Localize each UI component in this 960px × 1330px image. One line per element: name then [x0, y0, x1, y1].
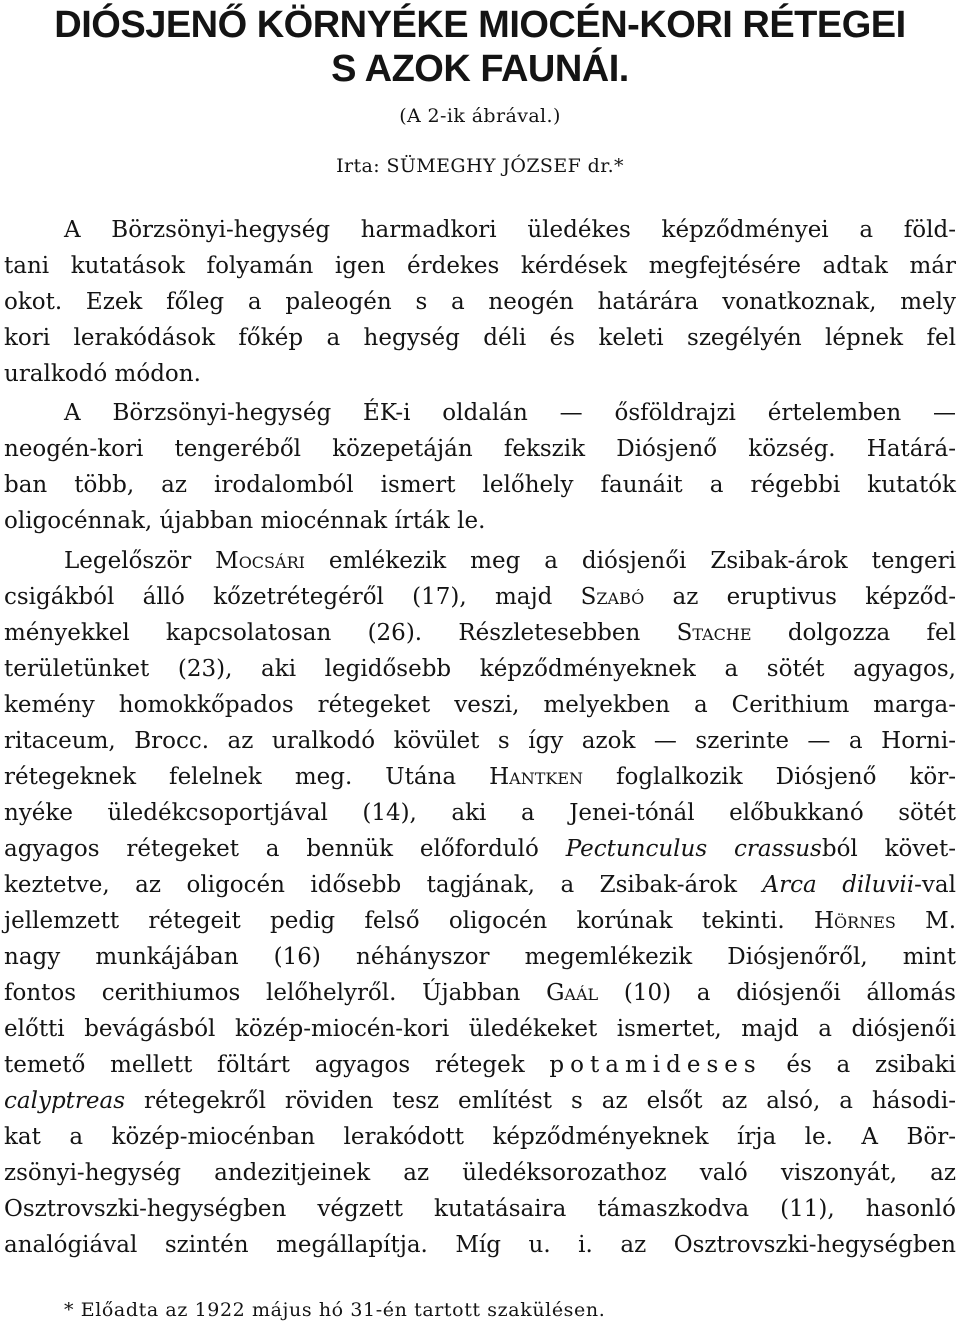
- taxon-name: Pectunculus: [565, 836, 708, 862]
- text-line: tani kutatások folyamán igen érdekes kérdések megfejtésére adtak már: [4, 253, 956, 279]
- text-line: analógiával szintén megállapítja. Míg u. i. az Osztrovszki-hegységben: [4, 1232, 956, 1258]
- text-line: zsönyi-hegység andezitjeinek az üledéksorozathoz való viszonyát, az: [4, 1160, 956, 1186]
- text-line: keztetve, az oligocén idősebb tagjának, a Zsibak-árok Arca diluvii-val: [4, 872, 956, 898]
- text-line: kori lerakódások főkép a hegység déli és keleti szegélyén lépnek fel: [4, 325, 956, 351]
- text-line: kat a közép-miocénban lerakódott képződményeknek írja le. A Bör-: [4, 1124, 956, 1150]
- text-line: nyéke üledékcsoportjával (14), aki a Jenei-tónál előbukkanó sötét: [4, 800, 956, 826]
- subtitle: (A 2-ik ábrával.): [399, 105, 561, 127]
- text-line: nagy munkájában (16) néhányszor megemlékezik Diósjenőről, mint: [4, 944, 956, 970]
- text-line: rétegeknek felelnek meg. Utána Hantken foglalkozik Diósjenő kör-: [4, 764, 956, 790]
- author-name: Szabó: [580, 584, 645, 610]
- text-line: neogén-kori tengeréből közepetáján fekszik Diósjenő község. Határá-: [4, 436, 956, 462]
- text-line: oligocénnak, újabban miocénnak írták le.: [4, 508, 486, 534]
- text-line: temető mellett föltárt agyagos rétegek potamideses és a zsibaki: [4, 1052, 957, 1078]
- author-name: Stache: [676, 620, 752, 646]
- text-line: ményekkel kapcsolatosan (26). Részletesebben Stache dolgozza fel: [4, 620, 957, 646]
- text-line: kemény homokkőpados rétegeket veszi, melyekben a Cerithium marga-: [4, 692, 956, 718]
- text-line: ban több, az irodalomból ismert lelőhely faunáit a régebbi kutatók: [4, 472, 956, 498]
- byline: Irta: SÜMEGHY JÓZSEF dr.*: [336, 155, 624, 177]
- text-line: calyptreas rétegekről röviden tesz említést s az elsőt az alsó, a hásodi-: [4, 1088, 956, 1114]
- author-name: Hantken: [489, 764, 583, 790]
- text-line: okot. Ezek főleg a paleogén s a neogén határára vonatkoznak, mely: [4, 289, 956, 315]
- text-line: jellemzett rétegeit pedig felső oligocén korúnak tekinti. Hörnes M.: [4, 908, 957, 934]
- text-line: csigákból álló kőzetrétegéről (17), majd Szabó az eruptivus képződ-: [4, 584, 956, 610]
- text-line: Legelőször Mocsári emlékezik meg a diósjenői Zsibak-árok tengeri: [64, 548, 957, 574]
- taxon-name: crassus: [734, 836, 822, 862]
- text-line: fontos cerithiumos lelőhelyről. Újabban Gaál (10) a diósjenői állomás: [4, 980, 956, 1006]
- author-name: Mocsári: [215, 548, 305, 574]
- taxon-name: calyptreas: [4, 1088, 126, 1114]
- text-line: ritaceum, Brocc. az uralkodó kövület s így azok — szerinte — a Horni-: [4, 728, 956, 754]
- footnote: * Előadta az 1922 május hó 31-én tartott szakülésen.: [64, 1299, 606, 1321]
- text-line: területünket (23), aki legidősebb képződményeknek a sötét agyagos,: [4, 656, 956, 682]
- text-line: A Börzsönyi-hegység ÉK-i oldalán — ősföldrajzi értelemben —: [64, 400, 956, 426]
- author-name: Hörnes: [814, 908, 896, 934]
- spaced-term: potamideses: [549, 1052, 762, 1078]
- text-line: A Börzsönyi-hegység harmadkori üledékes képződményei a föld-: [64, 217, 956, 243]
- text-line: előtti bevágásból közép-miocén-kori üledékeket ismertet, majd a diósjenői: [4, 1016, 956, 1042]
- title-line-2: S AZOK FAUNÁI.: [331, 48, 629, 90]
- text-line: uralkodó módon.: [4, 361, 201, 387]
- taxon-name: Arca: [762, 872, 817, 898]
- title-line-1: DIÓSJENŐ KÖRNYÉKE MIOCÉN-KORI RÉTEGEI: [54, 4, 906, 46]
- taxon-name: diluvii: [842, 872, 915, 898]
- author-name: Gaál: [546, 980, 599, 1006]
- text-line: agyagos rétegeket a bennük előforduló Pectunculus crassusból követ-: [4, 836, 957, 862]
- text-line: Osztrovszki-hegységben végzett kutatásaira támaszkodva (11), hasonló: [4, 1196, 956, 1222]
